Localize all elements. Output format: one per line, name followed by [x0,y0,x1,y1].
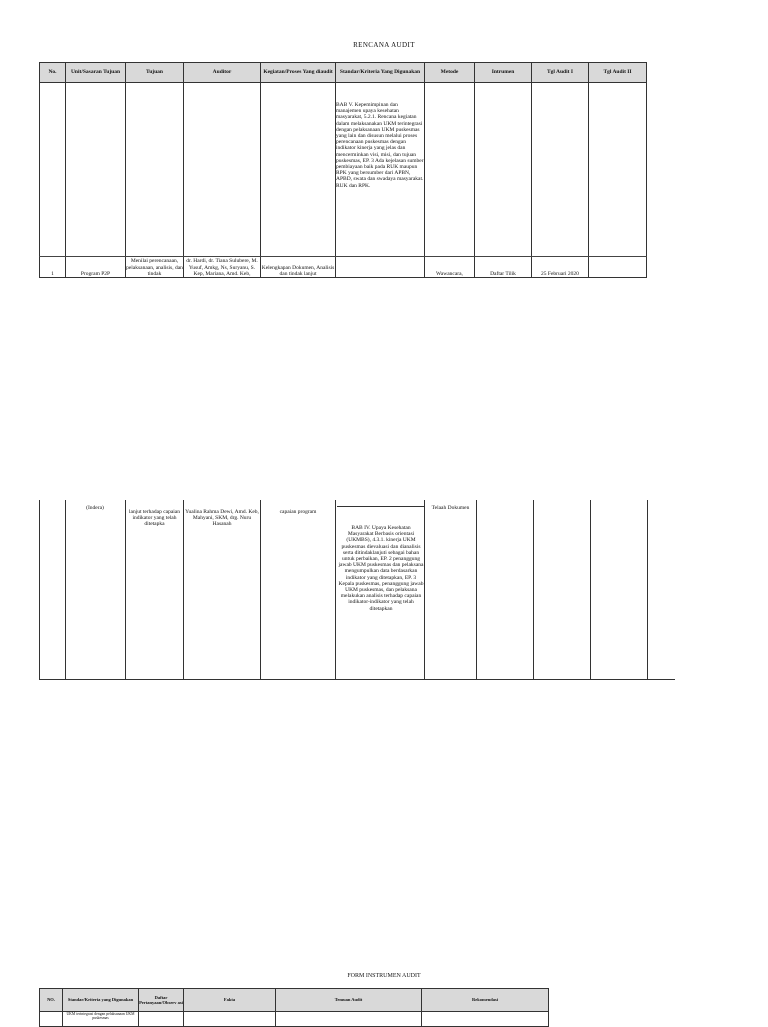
table-row [40,1012,549,1027]
cont-tujuan: lanjut terhadap capaian indikator yang telah ditetapka [128,509,180,528]
cell-standar: BAB V. Kepemimpinan dan manajemen upaya kesehatan masyarakat, 5.2.1. Rencana kegiatan dalam melaksanakan UKM terintegrasi dengan pelaksanaan UKM puskesmas yang lain dan disusun melalui proses perencanaan puskesmas dengan indikator kinerja yang jelas dan mencerminkan visi, misi, dan tujuan puskesmas, EP. 3 Ada kejelasan sumber pembiayaan baik pada RUK maupun RPK yang bersumber dari APBN, APBD, swata dan swadaya masyarakat. RUK dan RPK. [336,83,425,278]
column-border [335,500,336,679]
header-tgl-audit-2: Tgl Audit II [589,63,647,83]
cont-unit: (Indera) [86,505,104,511]
cont-metode: Telaah Dokumen [431,505,470,511]
form-header-standar: Standar/Kriteria yang Digunakan [63,989,139,1012]
column-border [65,500,66,679]
header-metode: Metode [425,63,475,83]
header-instrumen: Intrumen [475,63,532,83]
column-border [590,500,591,679]
form-header-rekomendasi: Rekomendasi [422,989,549,1012]
form-header-fakta: Fakta [184,989,276,1012]
form-header-daftar: Daftar Pertanyaan/Observ asi [139,989,184,1012]
column-border [260,500,261,679]
cell-unit: Program P2P [66,83,126,278]
cell-tujuan: Menilai perencanaan, pelaksanaan, analisis, dan tindak [126,83,184,278]
cell-tgl-audit-2 [589,83,647,278]
cont-auditor: Yualina Rahma Dewi, Amd. Keb, Mahyani, SKM, drg. Nuru Hasanah [185,509,259,528]
header-tgl-audit-1: Tgl Audit I [532,63,589,83]
header-auditor: Auditor [184,63,261,83]
column-border [647,500,648,679]
audit-instrument-table [39,988,549,1027]
header-tujuan: Tujuan [126,63,184,83]
table-bottom-border [39,679,675,680]
page-cut-divider [39,256,647,257]
cell-kegiatan: Kelengkapan Dokumen, Analisis dan tindak lanjut [261,83,336,278]
cell-tgl-audit-1: 25 Februari 2020 [532,83,589,278]
form-title: FORM INSTRUMEN AUDIT [347,973,421,979]
table-header-row [40,63,647,83]
form-header-no: NO. [40,989,63,1012]
header-no: No. [40,63,66,83]
cell-instrumen: Daftar Tilik [475,83,532,278]
header-standar: Standar/Kriteria Yang Digunakan [336,63,425,83]
form-cell-standar: UKM terintegrasi dengan pelaksanaan UKM puskesmas [63,1012,139,1027]
table-row [40,83,647,278]
cell-no: 1 [40,83,66,278]
cont-standar: BAB IV. Upaya Kesehatan Masyarakat Berbasis orientasi (UKMBS), 4.3.1. kinerja UKM puskesmas dievaluasi dan dianalisis serta ditindaklanjuti sebagai bahan untuk perbaikan, EP. 2 penanggung jawab UKM puskesmas dan pelaksana mengumpulkan data berdasarkan indikator yang ditetapkan, EP. 3 Kepala puskesmas, penanggung jawab UKM puskesmas, dan pelaksana melakukan analisis terhadap capaian indikator-indikator yang telah ditetapkan [338,525,424,612]
column-border [476,500,477,679]
document-title: RENCANA AUDIT [353,41,415,49]
cell-auditor: dr. Hardi, dr. Tiana Sulubere, M. Yusuf, Amkg, Ns, Suryanu, S. Kep, Mariana, Amd. Keb, [184,83,261,278]
column-border [39,500,40,679]
standar-cell-divider [337,506,424,507]
header-kegiatan: Kegiatan/Proses Yang diaudit [261,63,336,83]
column-border [424,500,425,679]
audit-plan-table [39,62,647,278]
cell-metode: Wawancara, [425,83,475,278]
form-header-temuan: Temuan Audit [276,989,422,1012]
header-unit: Unit/Sasaran Tujuan [66,63,126,83]
form-header-row [40,989,549,1012]
column-border [533,500,534,679]
cont-kegiatan: capaian program [279,509,317,515]
